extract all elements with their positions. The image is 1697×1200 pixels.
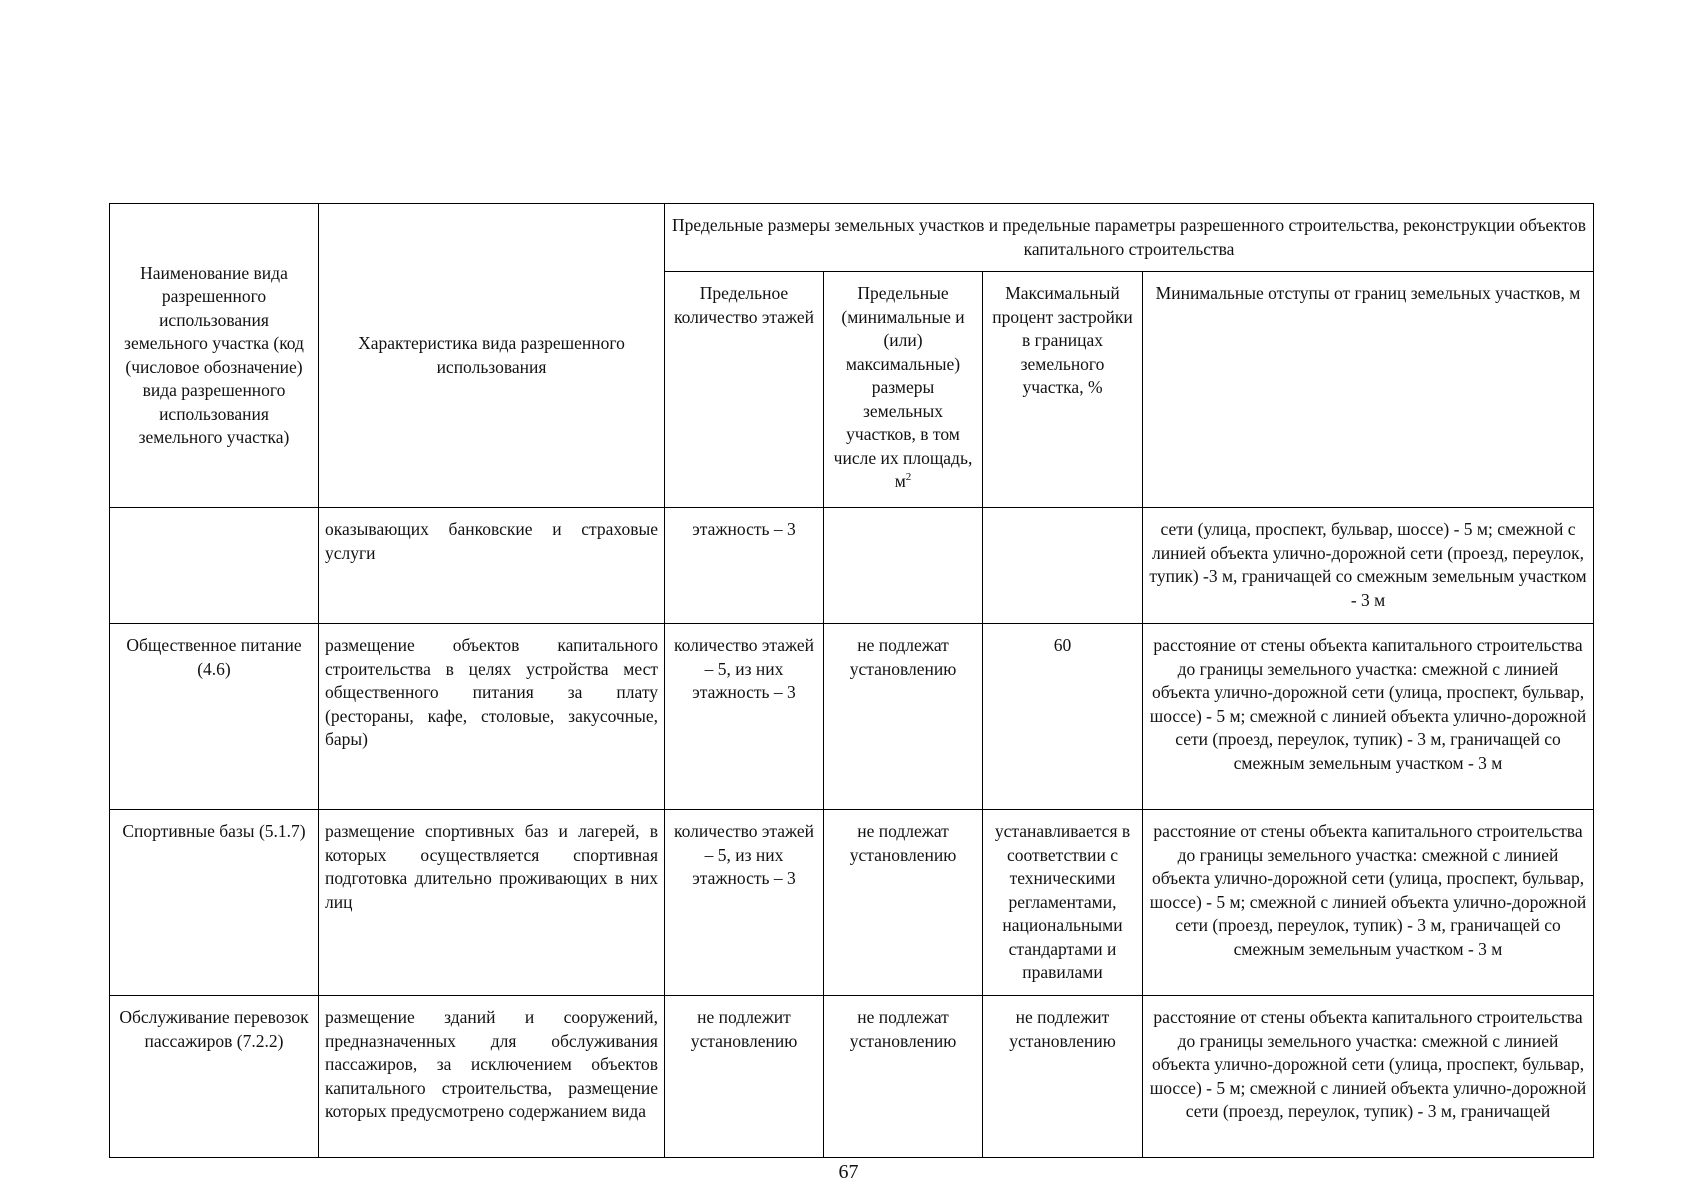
row-characteristic: размещение объектов капитального строительства в целях устройства мест общественного питания за плату (рестораны, кафе, столовые, закусочные, бары) — [325, 635, 658, 749]
header-floors-text: Предельное количество этажей — [673, 283, 815, 327]
row-sizes: не подлежат установлению — [849, 821, 957, 865]
row-floors: этажность – 3 — [692, 519, 796, 539]
row-setbacks-cell — [1143, 810, 1594, 996]
row-setbacks: расстояние от стены объекта капитального строительства до границы земельного участка: смежной с линией объекта улично-дорожной сети (улица, проспект, бульвар, шоссе) - 5 м; смежной с линией объекта улично-дорожной сети (проезд, переулок, тупик) - 3 м, граничащей со смежным земельным участком - 3 м — [1149, 635, 1587, 773]
row-name: Спортивные базы (5.1.7) — [122, 821, 306, 841]
header-setbacks-text: Минимальные отступы от границ земельных участков, м — [1155, 283, 1581, 303]
row-floors: количество этажей – 5, из них этажность – 3 — [673, 821, 815, 888]
row-sizes: не подлежат установлению — [849, 635, 957, 679]
row-name-cell — [110, 624, 319, 810]
header-setbacks-cell — [1143, 272, 1594, 508]
row-setbacks: сети (улица, проспект, бульвар, шоссе) - 5 м; смежной с линией объекта улично-дорожной сети (проезд, переулок, тупик) -3 м, граничащей со смежным земельным участком - 3 м — [1149, 519, 1587, 610]
header-floors-cell — [665, 272, 824, 508]
row-percent: 60 — [1053, 635, 1072, 655]
header-group-text: Предельные размеры земельных участков и предельные параметры разрешенного строительства, реконструкции объектов капитального строительства — [672, 215, 1586, 259]
row-setbacks-cell — [1143, 624, 1594, 810]
row-percent-cell — [983, 508, 1143, 624]
row-floors-cell — [665, 624, 824, 810]
row-sizes-cell — [824, 508, 983, 624]
row-floors-cell — [665, 810, 824, 996]
header-name-cell — [110, 204, 319, 508]
header-name-text: Наименование вида разрешенного использования земельного участка (код (числовое обозначение) вида разрешенного использования земельного участка) — [124, 262, 304, 447]
row-characteristic-cell — [319, 508, 665, 624]
row-percent-cell — [983, 624, 1143, 810]
row-characteristic-cell — [319, 810, 665, 996]
table-row — [110, 508, 1594, 624]
header-characteristic-cell — [319, 204, 665, 508]
row-name: Общественное питание (4.6) — [126, 635, 302, 679]
row-name-cell — [110, 996, 319, 1158]
row-percent-cell — [983, 996, 1143, 1158]
page-number: 67 — [838, 1161, 859, 1183]
row-setbacks: расстояние от стены объекта капитального строительства до границы земельного участка: смежной с линией объекта улично-дорожной сети (улица, проспект, бульвар, шоссе) - 5 м; смежной с линией объекта улично-дорожной сети (проезд, переулок, тупик) - 3 м, граничащей — [1149, 1007, 1587, 1121]
row-name: Обслуживание перевозок пассажиров (7.2.2) — [119, 1007, 309, 1051]
row-setbacks: расстояние от стены объекта капитального строительства до границы земельного участка: смежной с линией объекта улично-дорожной сети (улица, проспект, бульвар, шоссе) - 5 м; смежной с линией объекта улично-дорожной сети (проезд, переулок, тупик) - 3 м, граничащей со смежным земельным участком - 3 м — [1149, 821, 1587, 959]
row-sizes-cell — [824, 996, 983, 1158]
header-row-1 — [110, 204, 1594, 272]
header-characteristic-text: Характеристика вида разрешенного использования — [358, 333, 625, 377]
zoning-parameters-table — [109, 203, 1594, 1158]
row-floors-cell — [665, 996, 824, 1158]
row-percent: устанавливается в соответствии с техническими регламентами, национальными стандартами и правилами — [994, 821, 1131, 982]
row-characteristic: размещение спортивных баз и лагерей, в которых осуществляется спортивная подготовка длительно проживающих в них лиц — [325, 821, 658, 912]
row-percent-cell — [983, 810, 1143, 996]
row-characteristic-cell — [319, 996, 665, 1158]
table-row — [110, 810, 1594, 996]
row-sizes-cell — [824, 624, 983, 810]
row-characteristic: размещение зданий и сооружений, предназначенных для обслуживания пассажиров, за исключением объектов капитального строительства, размещение которых предусмотрено содержанием вида — [325, 1007, 658, 1121]
table-row — [110, 624, 1594, 810]
row-name-cell — [110, 810, 319, 996]
header-group-cell — [665, 204, 1594, 272]
row-floors: количество этажей – 5, из них этажность – 3 — [673, 635, 815, 702]
row-setbacks-cell — [1143, 508, 1594, 624]
row-percent: не подлежит установлению — [1009, 1007, 1116, 1051]
table-row — [110, 996, 1594, 1158]
row-sizes: не подлежат установлению — [849, 1007, 957, 1051]
row-floors: не подлежит установлению — [690, 1007, 798, 1051]
row-name-cell — [110, 508, 319, 624]
row-setbacks-cell — [1143, 996, 1594, 1158]
row-floors-cell — [665, 508, 824, 624]
header-percent-text: Максимальный процент застройки в границах земельного участка, % — [992, 283, 1133, 397]
header-sizes-sup: 2 — [905, 471, 912, 484]
row-characteristic: оказывающих банковские и страховые услуги — [325, 519, 658, 563]
header-sizes-text: Предельные (минимальные и (или) максимальные) размеры земельных участков, в том числе их площадь, м — [833, 283, 973, 491]
header-percent-cell — [983, 272, 1143, 508]
header-sizes-cell — [824, 272, 983, 508]
row-characteristic-cell — [319, 624, 665, 810]
row-sizes-cell — [824, 810, 983, 996]
